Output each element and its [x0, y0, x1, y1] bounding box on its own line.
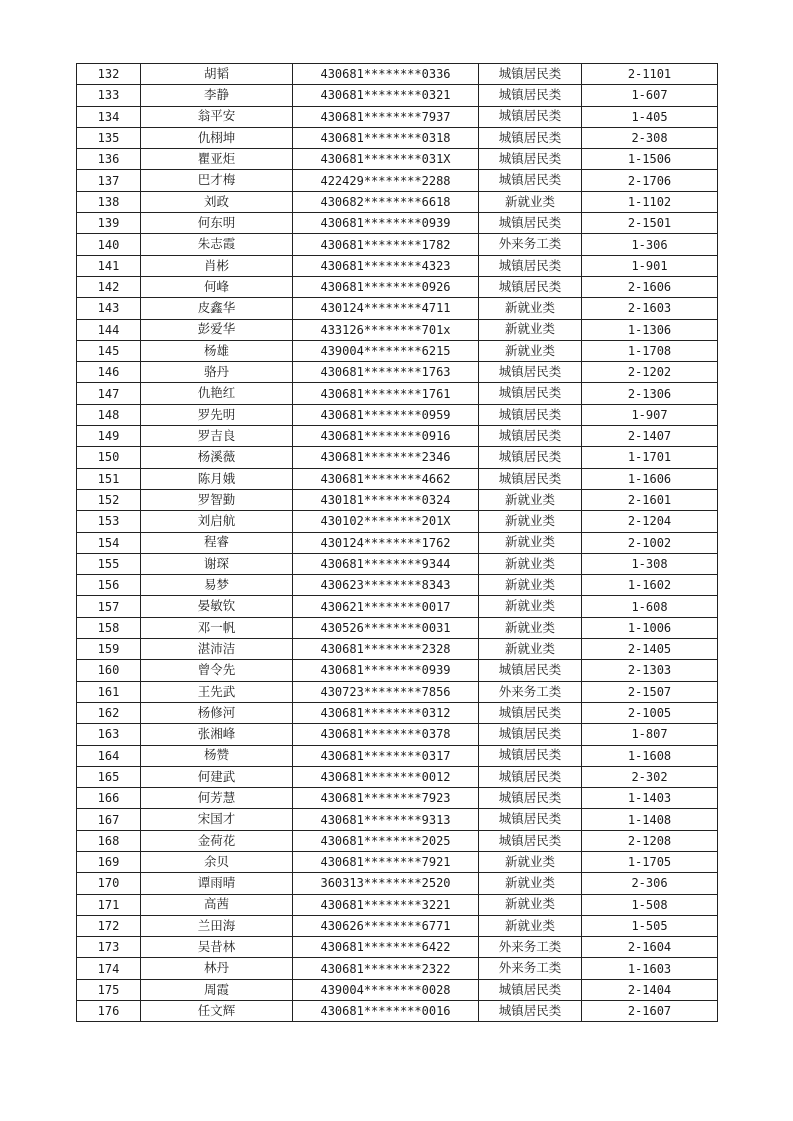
- table-row: [77, 298, 718, 319]
- applicant-category: 城镇居民类: [479, 724, 582, 745]
- table-row: [77, 234, 718, 255]
- applicant-table-body: [77, 64, 718, 1022]
- unit-number: 2-306: [582, 873, 718, 894]
- row-number: 137: [77, 170, 141, 191]
- unit-number: 1-306: [582, 234, 718, 255]
- applicant-name: 罗智勤: [141, 489, 293, 510]
- applicant-category: 新就业类: [479, 532, 582, 553]
- unit-number: 1-1102: [582, 191, 718, 212]
- unit-number: 2-1404: [582, 979, 718, 1000]
- row-number: 171: [77, 894, 141, 915]
- table-row: [77, 340, 718, 361]
- applicant-category: 城镇居民类: [479, 979, 582, 1000]
- applicant-name: 朱志霞: [141, 234, 293, 255]
- row-number: 153: [77, 511, 141, 532]
- row-number: 140: [77, 234, 141, 255]
- table-row: [77, 447, 718, 468]
- applicant-category: 城镇居民类: [479, 788, 582, 809]
- applicant-category: 新就业类: [479, 596, 582, 617]
- unit-number: 1-1608: [582, 745, 718, 766]
- row-number: 159: [77, 639, 141, 660]
- unit-number: 1-308: [582, 553, 718, 574]
- applicant-category: 新就业类: [479, 553, 582, 574]
- table-row: [77, 894, 718, 915]
- unit-number: 1-608: [582, 596, 718, 617]
- applicant-name: 刘政: [141, 191, 293, 212]
- table-row: [77, 127, 718, 148]
- row-number: 170: [77, 873, 141, 894]
- table-row: [77, 724, 718, 745]
- id-number: 430681********9344: [293, 553, 479, 574]
- applicant-name: 程睿: [141, 532, 293, 553]
- unit-number: 2-1002: [582, 532, 718, 553]
- applicant-category: 新就业类: [479, 575, 582, 596]
- table-row: [77, 745, 718, 766]
- unit-number: 1-1606: [582, 468, 718, 489]
- applicant-name: 谭雨晴: [141, 873, 293, 894]
- applicant-name: 李静: [141, 85, 293, 106]
- id-number: 430681********9313: [293, 809, 479, 830]
- table-row: [77, 702, 718, 723]
- row-number: 175: [77, 979, 141, 1000]
- id-number: 430681********0916: [293, 426, 479, 447]
- row-number: 138: [77, 191, 141, 212]
- applicant-name: 曾令先: [141, 660, 293, 681]
- unit-number: 1-1506: [582, 149, 718, 170]
- unit-number: 2-1204: [582, 511, 718, 532]
- applicant-category: 新就业类: [479, 298, 582, 319]
- row-number: 173: [77, 937, 141, 958]
- id-number: 430626********6771: [293, 915, 479, 936]
- unit-number: 2-1306: [582, 383, 718, 404]
- applicant-name: 罗先明: [141, 404, 293, 425]
- id-number: 430681********0012: [293, 766, 479, 787]
- applicant-category: 城镇居民类: [479, 830, 582, 851]
- applicant-category: 新就业类: [479, 894, 582, 915]
- table-row: [77, 660, 718, 681]
- row-number: 139: [77, 213, 141, 234]
- unit-number: 2-1101: [582, 64, 718, 85]
- applicant-category: 新就业类: [479, 617, 582, 638]
- table-row: [77, 106, 718, 127]
- table-row: [77, 937, 718, 958]
- table-row: [77, 575, 718, 596]
- applicant-name: 骆丹: [141, 362, 293, 383]
- applicant-name: 瞿亚炬: [141, 149, 293, 170]
- unit-number: 2-1501: [582, 213, 718, 234]
- unit-number: 1-1602: [582, 575, 718, 596]
- applicant-category: 城镇居民类: [479, 255, 582, 276]
- id-number: 430681********0939: [293, 660, 479, 681]
- unit-number: 1-1408: [582, 809, 718, 830]
- unit-number: 2-1405: [582, 639, 718, 660]
- row-number: 163: [77, 724, 141, 745]
- table-row: [77, 532, 718, 553]
- row-number: 141: [77, 255, 141, 276]
- applicant-category: 新就业类: [479, 511, 582, 532]
- table-row: [77, 319, 718, 340]
- id-number: 430124********4711: [293, 298, 479, 319]
- row-number: 158: [77, 617, 141, 638]
- applicant-name: 晏敏钦: [141, 596, 293, 617]
- table-row: [77, 149, 718, 170]
- applicant-category: 城镇居民类: [479, 106, 582, 127]
- row-number: 167: [77, 809, 141, 830]
- table-row: [77, 276, 718, 297]
- row-number: 166: [77, 788, 141, 809]
- row-number: 174: [77, 958, 141, 979]
- table-row: [77, 64, 718, 85]
- applicant-category: 外来务工类: [479, 937, 582, 958]
- table-row: [77, 979, 718, 1000]
- applicant-name: 金荷花: [141, 830, 293, 851]
- applicant-category: 城镇居民类: [479, 64, 582, 85]
- applicant-name: 林丹: [141, 958, 293, 979]
- row-number: 160: [77, 660, 141, 681]
- applicant-name: 杨修河: [141, 702, 293, 723]
- unit-number: 2-1507: [582, 681, 718, 702]
- applicant-category: 外来务工类: [479, 958, 582, 979]
- applicant-category: 城镇居民类: [479, 468, 582, 489]
- row-number: 150: [77, 447, 141, 468]
- id-number: 430682********6618: [293, 191, 479, 212]
- table-row: [77, 915, 718, 936]
- applicant-category: 城镇居民类: [479, 170, 582, 191]
- applicant-category: 城镇居民类: [479, 149, 582, 170]
- row-number: 155: [77, 553, 141, 574]
- id-number: 430723********7856: [293, 681, 479, 702]
- applicant-name: 罗吉良: [141, 426, 293, 447]
- applicant-name: 何芳慧: [141, 788, 293, 809]
- unit-number: 1-508: [582, 894, 718, 915]
- unit-number: 1-1705: [582, 851, 718, 872]
- table-row: [77, 809, 718, 830]
- applicant-category: 新就业类: [479, 915, 582, 936]
- table-row: [77, 788, 718, 809]
- table-row: [77, 830, 718, 851]
- id-number: 430623********8343: [293, 575, 479, 596]
- table-row: [77, 1001, 718, 1022]
- row-number: 165: [77, 766, 141, 787]
- unit-number: 2-1303: [582, 660, 718, 681]
- row-number: 132: [77, 64, 141, 85]
- table-row: [77, 851, 718, 872]
- unit-number: 2-308: [582, 127, 718, 148]
- unit-number: 1-1403: [582, 788, 718, 809]
- id-number: 430681********0926: [293, 276, 479, 297]
- id-number: 439004********6215: [293, 340, 479, 361]
- applicant-category: 新就业类: [479, 489, 582, 510]
- table-row: [77, 255, 718, 276]
- unit-number: 2-1607: [582, 1001, 718, 1022]
- row-number: 172: [77, 915, 141, 936]
- applicant-name: 仇艳红: [141, 383, 293, 404]
- row-number: 146: [77, 362, 141, 383]
- row-number: 133: [77, 85, 141, 106]
- table-row: [77, 426, 718, 447]
- id-number: 430124********1762: [293, 532, 479, 553]
- table-row: [77, 958, 718, 979]
- applicant-name: 王先武: [141, 681, 293, 702]
- applicant-name: 刘启航: [141, 511, 293, 532]
- table-row: [77, 468, 718, 489]
- unit-number: 2-1407: [582, 426, 718, 447]
- id-number: 430681********6422: [293, 937, 479, 958]
- applicant-category: 城镇居民类: [479, 127, 582, 148]
- applicant-category: 外来务工类: [479, 234, 582, 255]
- applicant-name: 仇栩坤: [141, 127, 293, 148]
- applicant-name: 吴昔林: [141, 937, 293, 958]
- unit-number: 2-1601: [582, 489, 718, 510]
- id-number: 430681********0317: [293, 745, 479, 766]
- row-number: 148: [77, 404, 141, 425]
- row-number: 154: [77, 532, 141, 553]
- unit-number: 2-1604: [582, 937, 718, 958]
- applicant-category: 外来务工类: [479, 681, 582, 702]
- id-number: 430681********3221: [293, 894, 479, 915]
- unit-number: 1-907: [582, 404, 718, 425]
- applicant-name: 宋国才: [141, 809, 293, 830]
- id-number: 422429********2288: [293, 170, 479, 191]
- unit-number: 1-405: [582, 106, 718, 127]
- row-number: 142: [77, 276, 141, 297]
- row-number: 135: [77, 127, 141, 148]
- applicant-category: 新就业类: [479, 191, 582, 212]
- id-number: 430681********2346: [293, 447, 479, 468]
- applicant-category: 城镇居民类: [479, 745, 582, 766]
- applicant-name: 高茜: [141, 894, 293, 915]
- id-number: 430681********0336: [293, 64, 479, 85]
- row-number: 176: [77, 1001, 141, 1022]
- row-number: 162: [77, 702, 141, 723]
- unit-number: 1-607: [582, 85, 718, 106]
- applicant-category: 城镇居民类: [479, 383, 582, 404]
- applicant-category: 城镇居民类: [479, 447, 582, 468]
- id-number: 430526********0031: [293, 617, 479, 638]
- id-number: 360313********2520: [293, 873, 479, 894]
- applicant-category: 新就业类: [479, 873, 582, 894]
- id-number: 430681********2322: [293, 958, 479, 979]
- id-number: 430681********0318: [293, 127, 479, 148]
- applicant-category: 城镇居民类: [479, 362, 582, 383]
- applicant-name: 何峰: [141, 276, 293, 297]
- id-number: 430681********0321: [293, 85, 479, 106]
- table-row: [77, 362, 718, 383]
- applicant-table: [76, 63, 718, 1022]
- table-row: [77, 766, 718, 787]
- unit-number: 2-1208: [582, 830, 718, 851]
- unit-number: 1-1006: [582, 617, 718, 638]
- applicant-name: 湛沛洁: [141, 639, 293, 660]
- applicant-name: 余贝: [141, 851, 293, 872]
- applicant-name: 周霞: [141, 979, 293, 1000]
- applicant-category: 城镇居民类: [479, 766, 582, 787]
- applicant-name: 皮鑫华: [141, 298, 293, 319]
- applicant-name: 杨雄: [141, 340, 293, 361]
- row-number: 157: [77, 596, 141, 617]
- applicant-category: 新就业类: [479, 319, 582, 340]
- id-number: 430681********031X: [293, 149, 479, 170]
- table-row: [77, 213, 718, 234]
- applicant-name: 肖彬: [141, 255, 293, 276]
- applicant-category: 城镇居民类: [479, 809, 582, 830]
- applicant-category: 新就业类: [479, 851, 582, 872]
- table-row: [77, 170, 718, 191]
- table-row: [77, 681, 718, 702]
- id-number: 430681********0959: [293, 404, 479, 425]
- table-row: [77, 873, 718, 894]
- applicant-name: 何东明: [141, 213, 293, 234]
- id-number: 430102********201X: [293, 511, 479, 532]
- applicant-name: 杨赞: [141, 745, 293, 766]
- applicant-name: 易梦: [141, 575, 293, 596]
- table-row: [77, 596, 718, 617]
- table-row: [77, 85, 718, 106]
- id-number: 433126********701x: [293, 319, 479, 340]
- row-number: 134: [77, 106, 141, 127]
- applicant-category: 城镇居民类: [479, 276, 582, 297]
- row-number: 151: [77, 468, 141, 489]
- applicant-name: 陈月娥: [141, 468, 293, 489]
- applicant-category: 城镇居民类: [479, 213, 582, 234]
- id-number: 430681********4662: [293, 468, 479, 489]
- applicant-name: 张湘峰: [141, 724, 293, 745]
- table-row: [77, 617, 718, 638]
- applicant-name: 翁平安: [141, 106, 293, 127]
- row-number: 149: [77, 426, 141, 447]
- unit-number: 1-505: [582, 915, 718, 936]
- table-row: [77, 191, 718, 212]
- id-number: 430681********0939: [293, 213, 479, 234]
- table-row: [77, 383, 718, 404]
- unit-number: 2-1005: [582, 702, 718, 723]
- applicant-category: 城镇居民类: [479, 1001, 582, 1022]
- id-number: 430681********2328: [293, 639, 479, 660]
- table-row: [77, 511, 718, 532]
- applicant-name: 谢琛: [141, 553, 293, 574]
- id-number: 430681********7937: [293, 106, 479, 127]
- id-number: 430681********1763: [293, 362, 479, 383]
- table-row: [77, 404, 718, 425]
- applicant-category: 城镇居民类: [479, 85, 582, 106]
- unit-number: 1-1306: [582, 319, 718, 340]
- id-number: 430681********1782: [293, 234, 479, 255]
- row-number: 145: [77, 340, 141, 361]
- id-number: 430681********0378: [293, 724, 479, 745]
- applicant-category: 城镇居民类: [479, 660, 582, 681]
- id-number: 430181********0324: [293, 489, 479, 510]
- row-number: 147: [77, 383, 141, 404]
- row-number: 156: [77, 575, 141, 596]
- applicant-name: 邓一帆: [141, 617, 293, 638]
- applicant-name: 胡韬: [141, 64, 293, 85]
- id-number: 430681********1761: [293, 383, 479, 404]
- unit-number: 2-302: [582, 766, 718, 787]
- applicant-name: 巴才梅: [141, 170, 293, 191]
- unit-number: 1-1708: [582, 340, 718, 361]
- row-number: 161: [77, 681, 141, 702]
- id-number: 439004********0028: [293, 979, 479, 1000]
- applicant-name: 兰田海: [141, 915, 293, 936]
- applicant-name: 彭爱华: [141, 319, 293, 340]
- unit-number: 2-1603: [582, 298, 718, 319]
- table-row: [77, 553, 718, 574]
- unit-number: 1-1603: [582, 958, 718, 979]
- unit-number: 2-1706: [582, 170, 718, 191]
- row-number: 143: [77, 298, 141, 319]
- row-number: 168: [77, 830, 141, 851]
- applicant-name: 何建武: [141, 766, 293, 787]
- unit-number: 2-1202: [582, 362, 718, 383]
- id-number: 430681********7923: [293, 788, 479, 809]
- row-number: 136: [77, 149, 141, 170]
- table-row: [77, 639, 718, 660]
- applicant-name: 杨溪薇: [141, 447, 293, 468]
- row-number: 152: [77, 489, 141, 510]
- applicant-name: 任文辉: [141, 1001, 293, 1022]
- unit-number: 1-807: [582, 724, 718, 745]
- applicant-category: 新就业类: [479, 639, 582, 660]
- unit-number: 1-901: [582, 255, 718, 276]
- id-number: 430621********0017: [293, 596, 479, 617]
- id-number: 430681********0016: [293, 1001, 479, 1022]
- applicant-category: 城镇居民类: [479, 426, 582, 447]
- id-number: 430681********4323: [293, 255, 479, 276]
- id-number: 430681********2025: [293, 830, 479, 851]
- id-number: 430681********0312: [293, 702, 479, 723]
- applicant-category: 新就业类: [479, 340, 582, 361]
- table-row: [77, 489, 718, 510]
- unit-number: 1-1701: [582, 447, 718, 468]
- row-number: 144: [77, 319, 141, 340]
- applicant-category: 城镇居民类: [479, 702, 582, 723]
- row-number: 169: [77, 851, 141, 872]
- applicant-category: 城镇居民类: [479, 404, 582, 425]
- row-number: 164: [77, 745, 141, 766]
- id-number: 430681********7921: [293, 851, 479, 872]
- unit-number: 2-1606: [582, 276, 718, 297]
